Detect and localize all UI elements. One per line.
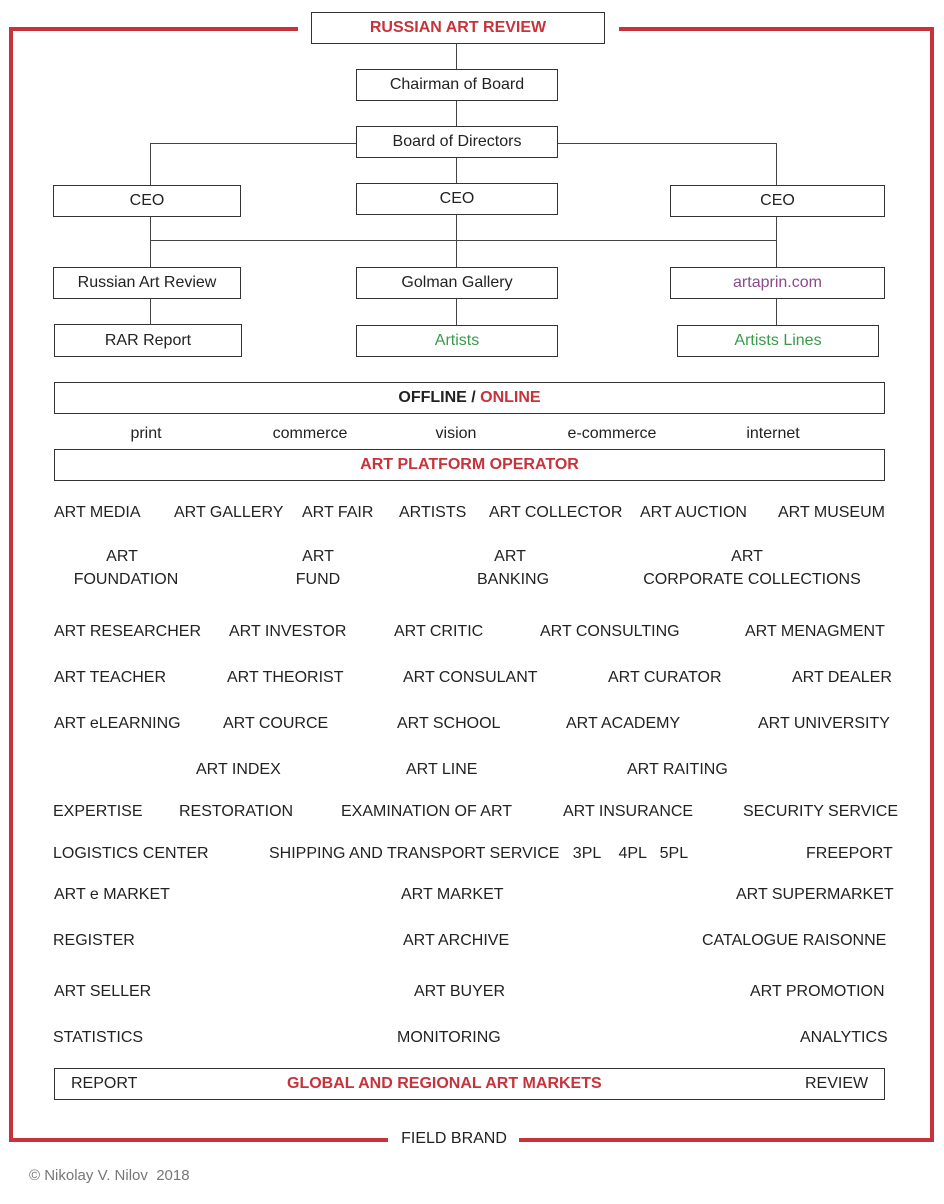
company-box-golman [356, 267, 558, 299]
product-box-artists [356, 325, 558, 357]
product-box-rar-report [54, 324, 242, 357]
product-label: Artists Lines [734, 332, 822, 349]
markets-box [54, 1068, 885, 1100]
participant-art-critic: ART CRITIC [394, 623, 484, 640]
field-brand: FIELD BRAND [401, 1130, 507, 1147]
title-box [311, 12, 605, 44]
participant-art-auction: ART AUCTION [640, 504, 747, 521]
trade-art-seller: ART SELLER [54, 983, 152, 1000]
participant-art-foundation-l2: FOUNDATION [73, 571, 179, 588]
participant-art-university: ART UNIVERSITY [758, 715, 890, 732]
service-examination: EXAMINATION OF ART [341, 803, 512, 820]
participant-art-fair: ART FAIR [302, 504, 374, 521]
participant-art-researcher: ART RESEARCHER [54, 623, 201, 640]
product-box-artists-lines [677, 325, 879, 357]
channel-commerce: commerce [272, 425, 348, 442]
frame-bottom-left [9, 1138, 388, 1142]
company-label: Golman Gallery [401, 274, 513, 291]
company-label: Russian Art Review [77, 274, 217, 291]
connector [456, 214, 457, 268]
copyright: © Nikolay V. Nilov 2018 [29, 1167, 190, 1184]
participant-art-theorist: ART THEORIST [227, 669, 344, 686]
connector [456, 43, 457, 70]
channel-print: print [130, 425, 162, 442]
participant-art-fund-l1: ART [302, 548, 334, 565]
participant-art-collector: ART COLLECTOR [489, 504, 623, 521]
connector [456, 157, 457, 184]
record-register: REGISTER [53, 932, 135, 949]
operator-label: ART PLATFORM OPERATOR [360, 456, 579, 473]
frame-right [930, 27, 934, 1142]
participant-art-raiting: ART RAITING [627, 761, 728, 778]
company-label: artaprin.com [733, 274, 822, 291]
participant-art-school: ART SCHOOL [397, 715, 501, 732]
ceo-box-left [53, 185, 241, 217]
ceo-label: CEO [760, 192, 795, 209]
frame-left [9, 27, 13, 1142]
frame-top-left [9, 27, 298, 31]
service-shipping: SHIPPING AND TRANSPORT SERVICE 3PL 4PL 5PL [269, 845, 689, 862]
board-box [356, 126, 558, 158]
participant-art-dealer: ART DEALER [792, 669, 892, 686]
connector [776, 143, 777, 186]
connector [456, 298, 457, 325]
participant-art-banking-l1: ART [494, 548, 526, 565]
connector [150, 143, 151, 186]
trade-art-buyer: ART BUYER [414, 983, 505, 1000]
service-security: SECURITY SERVICE [743, 803, 899, 820]
participant-art-index: ART INDEX [196, 761, 281, 778]
frame-top-right [619, 27, 934, 31]
data-analytics: ANALYTICS [800, 1029, 888, 1046]
participant-art-corporate-l1: ART [731, 548, 763, 565]
connector [150, 298, 151, 325]
participant-art-museum: ART MUSEUM [778, 504, 885, 521]
participant-art-gallery: ART GALLERY [174, 504, 284, 521]
chairman-box [356, 69, 558, 101]
board-label: Board of Directors [392, 133, 522, 150]
connector [456, 100, 457, 127]
record-art-archive: ART ARCHIVE [403, 932, 510, 949]
participant-art-foundation-l1: ART [106, 548, 138, 565]
service-restoration: RESTORATION [179, 803, 294, 820]
title: RUSSIAN ART REVIEW [369, 19, 547, 36]
ceo-box-right [670, 185, 885, 217]
frame-bottom-right [519, 1138, 934, 1142]
mode-separator: / [466, 389, 481, 406]
participant-art-corporate-l2: CORPORATE COLLECTIONS [643, 571, 861, 588]
chairman-label: Chairman of Board [389, 76, 525, 93]
service-art-insurance: ART INSURANCE [563, 803, 694, 820]
participant-art-cource: ART COURCE [223, 715, 329, 732]
operator-box [54, 449, 885, 481]
connector [776, 298, 777, 325]
participant-art-investor: ART INVESTOR [229, 623, 347, 640]
participant-art-curator: ART CURATOR [608, 669, 722, 686]
service-logistics: LOGISTICS CENTER [53, 845, 209, 862]
market-art-e-market: ART e MARKET [54, 886, 170, 903]
channel-internet: internet [746, 425, 800, 442]
channel-e-commerce: e-commerce [567, 425, 657, 442]
ceo-label: CEO [129, 192, 165, 209]
participant-art-banking-l2: BANKING [476, 571, 550, 588]
channel-vision: vision [435, 425, 477, 442]
participant-art-fund-l2: FUND [295, 571, 341, 588]
connector [150, 240, 777, 241]
ceo-box-center [356, 183, 558, 215]
data-monitoring: MONITORING [397, 1029, 501, 1046]
participant-art-academy: ART ACADEMY [566, 715, 681, 732]
participant-art-teacher: ART TEACHER [54, 669, 167, 686]
product-label: RAR Report [104, 331, 192, 349]
participant-art-elearning: ART eLEARNING [54, 715, 181, 732]
product-label: Artists [434, 332, 480, 349]
record-catalogue-raisonne: CATALOGUE RAISONNE [702, 932, 887, 949]
participant-art-consulant: ART CONSULANT [403, 669, 538, 686]
trade-art-promotion: ART PROMOTION [750, 983, 885, 1000]
service-expertise: EXPERTISE [53, 803, 143, 820]
offline-label: OFFLINE [398, 389, 467, 406]
service-freeport: FREEPORT [806, 845, 893, 862]
participant-art-menagment: ART MENAGMENT [745, 623, 885, 640]
company-box-rar [53, 267, 241, 299]
report-label: REPORT [71, 1075, 138, 1092]
market-art-market: ART MARKET [401, 886, 504, 903]
market-art-supermarket: ART SUPERMARKET [736, 886, 894, 903]
participant-art-consulting: ART CONSULTING [540, 623, 680, 640]
markets-label: GLOBAL AND REGIONAL ART MARKETS [287, 1075, 602, 1092]
company-box-artaprin [670, 267, 885, 299]
online-label: ONLINE [480, 389, 541, 406]
ceo-label: CEO [439, 190, 475, 207]
offline-online-box [54, 382, 885, 414]
participant-art-line: ART LINE [406, 761, 478, 778]
review-label: REVIEW [805, 1075, 869, 1092]
participant-artists: ARTISTS [399, 504, 467, 521]
connector [776, 216, 777, 268]
data-statistics: STATISTICS [53, 1029, 144, 1046]
connector [150, 216, 151, 268]
participant-art-media: ART MEDIA [54, 504, 141, 521]
